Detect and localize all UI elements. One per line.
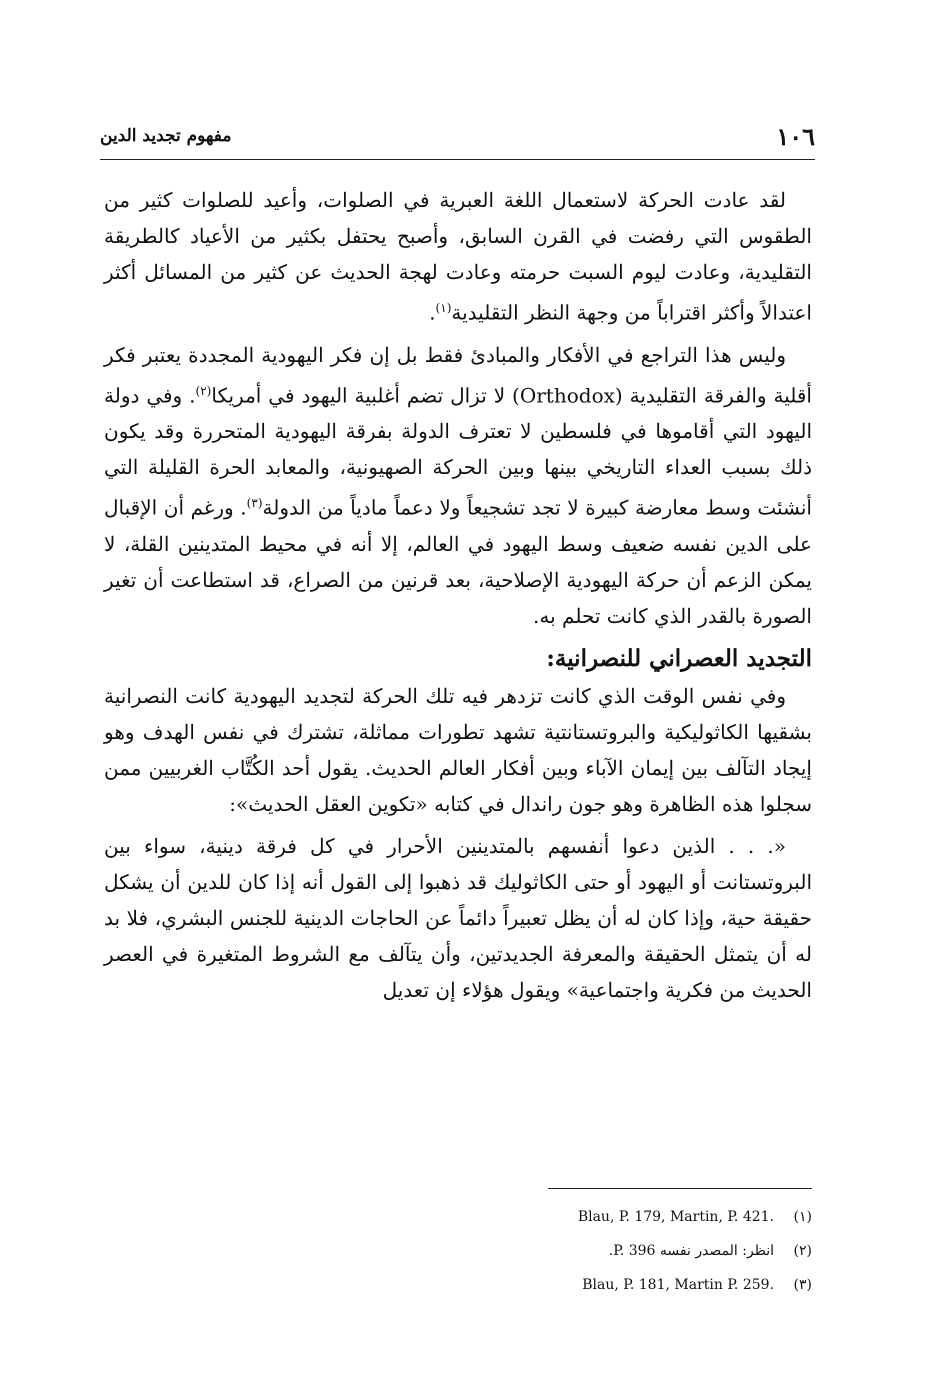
footnote-text: Blau, P. 181, Martin P. 259. <box>582 1277 774 1293</box>
footnote-item <box>430 1268 812 1302</box>
footnote-text: Blau, P. 179, Martin, P. 421. <box>577 1209 774 1225</box>
footnote-divider <box>548 1188 812 1189</box>
page-header <box>100 118 815 154</box>
footnote-item <box>430 1200 812 1234</box>
running-title: مفهوم تجديد الدين <box>100 126 232 146</box>
footnote-text: انظر: المصدر نفسه P. 396. <box>608 1243 774 1259</box>
quotation-paragraph: «. . . الذين دعوا أنفسهم بالمتدينين الأحرار في كل فرقة دينية، سواء بين البروتستانت أو اليهود أو حتى الكاثوليك قد ذهبوا إلى القول أنه إذا كان للدين أن يشكل حقيقة حية، وإذا كان له أن يظل تعبيراً دائماً عن الحاجات الدينية للجنس البشري، فلا بد له أن يتمثل الحقيقة والمعرفة الجديدتين، وأن يتآلف مع الشروط المتغيرة في العصر الحديث من فكرية واجتماعية» ويقول هؤلاء إن تعديل <box>104 833 812 1002</box>
footnote-ref-3[interactable]: (٣) <box>246 496 263 511</box>
footnote-number: (٢) <box>793 1243 812 1259</box>
footnote-ref-2[interactable]: (٢) <box>195 383 212 398</box>
page-number: ١٠٦ <box>776 121 815 151</box>
paragraph-1-text: لقد عادت الحركة لاستعمال اللغة العبرية في الصلوات، وأعيد للصلوات كثير من الطقوس التي رفضت في القرن السابق، وأصبح يحتفل بكثير من الأعياد كالطريقة التقليدية، وعادت ليوم السبت حرمته وعادت لهجة الحديث عن كثير من المسائل أكثر اعتدالاً وأكثر اقتراباً من وجهة النظر التقليدية <box>104 188 812 325</box>
paragraph-2-text-c: . ورغم أن الإقبال على الدين نفسه ضعيف وسط اليهود في العالم، إلا أنه في محيط المتدينين القلة، لا يمكن الزعم أن حركة اليهودية الإصلاحية، بعد قرنين من الصراع، قد استطاعت أن تغير الصورة بالقدر الذي كانت تحلم به. <box>104 495 812 628</box>
footnotes <box>430 1200 812 1302</box>
footnote-number: (١) <box>793 1209 812 1225</box>
footnote-ref-1[interactable]: (١) <box>435 301 452 315</box>
section-heading: التجديد العصراني للنصرانية: <box>546 644 812 672</box>
paragraph-2-text-a: وليس هذا التراجع في الأفكار والمبادئ فقط بل إن فكر اليهودية المجددة يعتبر فكر أقلية والفرقة التقليدية (Orthodox) لا تزال تضم أغلبية اليهود في أمريكا <box>104 342 812 408</box>
footnote-number: (٣) <box>793 1277 812 1293</box>
header-divider <box>100 159 815 160</box>
paragraph-2 <box>104 337 812 634</box>
paragraph-3: وفي نفس الوقت الذي كانت تزدهر فيه تلك الحركة لتجديد اليهودية كانت النصرانية بشقيها الكاثوليكية والبروتستانتية تشهد تطورات مماثلة، تشترك في نفس الهدف وهو إيجاد التآلف بين إيمان الآباء وبين أفكار العالم الحديث. يقول أحد الكُتَّاب الغربيين ممن سجلوا هذه الظاهرة وهو جون راندال في كتابه «تكوين العقل الحديث»: <box>104 683 812 816</box>
paragraph-1-end: . <box>429 300 436 325</box>
paragraph-1 <box>104 182 812 331</box>
page-body <box>104 182 812 1014</box>
paragraph-2-text-b: . وفي دولة اليهود التي أقاموها في فلسطين لا تعترف الدولة بفرقة اليهودية المتحررة وقد يكون ذلك بسبب العداء التاريخي بينها وبين الحركة الصهيونية، والمعابد الحرة القليلة التي أنشئت وسط معارضة كبيرة لا تجد تشجيعاً ولا دعماً مادياً من الدولة <box>104 383 812 520</box>
footnote-item <box>430 1234 812 1268</box>
